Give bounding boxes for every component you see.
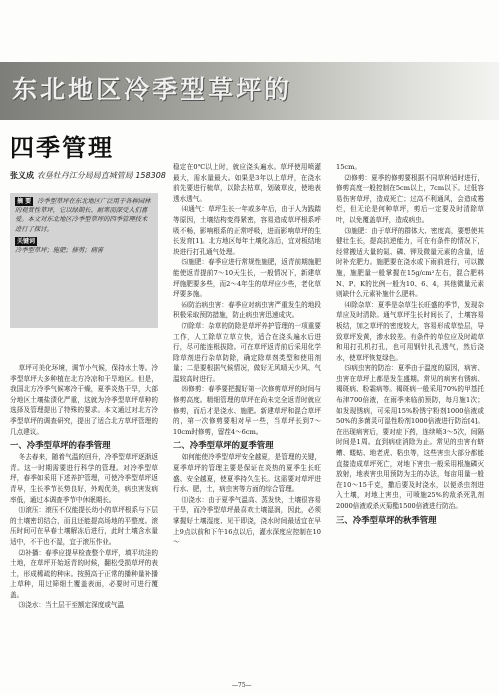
paragraph: ⑸施肥：春季应进行常规性施肥，返青前期施肥能使返青提前7～10天生长，一般情况下，新建草坪施肥要多些，而2～4年生的草坪应少些，老化草坪要多施。: [173, 258, 321, 299]
column-1: [10, 363, 158, 611]
paragraph: ⑻修剪：春季要把握好第一次修剪草坪的时间与修剪高度。精细管理的草坪在尚未完全返青时就应修剪，而后才是浇水、施肥。新建草坪和混合草坪的，第一次修剪要相对早一些，当草坪长到7～10cm时修剪，留茬4～6cm。: [173, 385, 321, 436]
paragraph: ⑹防治病虫害：春季应对病虫害严重发生的地段积极采取预防措施，防止病虫害迅速成灾。: [173, 300, 321, 320]
section-heading-spring: 一、冷季型草坪的春季管理: [10, 440, 111, 451]
banner-title: 东北地区冷季型草坪的: [12, 75, 293, 104]
paragraph: ⑶浇水：当土层干至额定深度或气温: [18, 601, 125, 610]
paragraph: ⑷通气：草坪生长一年或多年后，由于人为践踏等原因，土壤结构变得紧密，容易造成草坪根系呼吸不畅，影响根系的正常呼吸，进而影响草坪的生长发育[1]。北方地区每年土壤化冻后，宜对板结地块进行打孔通气处理。: [173, 205, 321, 256]
article-title: 四季管理: [10, 134, 114, 162]
author-affiliation: 农垦牡丹江分局局直城管局 158308: [36, 171, 166, 180]
paragraph: ⑴浇水：由于夏季气温高、蒸发快，土壤很容易干旱，而冷季型草坪最喜欢土壤湿润，因此，必须掌握好土壤湿度、见干即浇，浇水时间最适宜在早上9点以前和下午16点以后，灌水深度应控制在10～: [173, 495, 321, 547]
paragraph: ⑷除杂草：夏季是杂草生长旺盛的季节，发现杂草应及时清除。通气草坪生长时间长了，土壤容易板结，加之草坪的密度较大，容易形成草垫层，导致草坪发黄，渗水较差。有条件的单位应及时疏草和用打孔机打孔，也可用钢针扎孔透气，然后浇水，使草坪恢复绿色。: [336, 300, 484, 362]
section-heading-autumn: 三、冷季型草坪的秋季管理: [336, 514, 437, 525]
keywords-tag: 关键词: [17, 237, 36, 245]
author-name: 张义成: [10, 171, 34, 180]
column-2: [173, 162, 321, 548]
abstract-tag: 摘 要: [17, 198, 32, 205]
paragraph: ⑸病虫害的防治：夏季由于温度的原因，病害、虫害在草坪上都是发生盛期。常见的病害有锈病、褐斑病、粉霜病等。褐斑病一般采用70%的甲基托布津700倍液，在雨季来临前预防，每月施1次；如发现锈病，可采用15%粉锈宁粉剂1000倍液或50%的多菌灵可湿性粉剂1000倍液进行防治[4]。在出现病害后，要对症下药，连续喷3～5次，间隔时间是1周。直到病症消除为止。常见的虫害有蛴螬、蝼蛄、地老虎、粘虫等，这些害虫大部分都能直接造成草坪死亡，对地下害虫一般采用根施磷灭放射，地表害虫用预防为主的办法，每亩用量一般在10～15千克，撒后要及时浇水，以便杀虫剂进入土壤，对地上害虫，可喷施25%的敌杀死乳剂2000倍液或杀灭菊酯1500倍液进行防治。: [336, 364, 484, 510]
section-heading-summer: 二、冷季型草坪的夏季管理: [173, 440, 274, 451]
paragraph: ⑴滚压：滚压不仅能提长幼小的草坪根系与下层的土壤密切结合，而且还能提高场地的平整度。滚压时间可在早春土壤解冻后进行，此时土壤含水量适中，不干也不湿，宜于滚压作业。: [10, 506, 158, 546]
page-number: —75—: [232, 682, 252, 689]
abstract-text: 冷季型草坪在东北地区广泛用于各种园林的观赏性草坪，它以绿期长、耐寒而深受人们喜爱。本文对东北地区冷季型草坪的四季管理技术进行了探讨。: [15, 198, 151, 233]
abstract-box: [10, 193, 158, 328]
column-3: [336, 162, 484, 527]
author-line: [10, 170, 166, 181]
title-banner: [0, 62, 499, 120]
paragraph: ⑵补播：春季应提早检查整个草坪，填平坑洼的土地，在草坪开始返青的时候，翻松受损草坪的表土，形成稀疏的种床。按照高于正常的播种量补播上草种，用过筛细土覆盖表面，必要时可进行覆盖。: [10, 548, 158, 599]
keywords-text: 冷季型草坪；施肥；修剪；病害: [15, 247, 104, 255]
paragraph: ⑺除草：杂草的防除是草坪养护管理的一项重要工作，人工除草立草立快，适合在浇头遍水后进行，尽可能连根拔除。可在草坪返青前后采用化学除草剂进行杂草防除，确定除草剂类型和使用剂量；二是要根据气候情况，做好无风晴天少风、气温较高时进行。: [173, 321, 321, 383]
paragraph: ⑶施肥：由于草坪的群体大、密度高，要想使其健壮生长，提高抗逆能力，可在有条件的情况下，经常搬适大量的氮、磷、钾及微量元素的含量，适时补充肥力。施肥要在浇水或下雨前进行，可以撒施，施肥量一般掌握在15g/cm²左右，混合肥料N、P、K的比例一般为10、6、4，其他微量元素则缺什么元素补施什么肥料。: [336, 226, 484, 299]
paragraph: 草坪可美化环境，调节小气候，保持水土等。冷季型草坪大多种植在北方冷凉和干旱地区。但是，我国北方冷季气候寒冷干燥，夏季炎热干旱，大部分地区土壤盐渍化严重，这就为冷季型草坪草种的选择及管理提出了特殊的要求。本文通过对北方冷季型草坪的调查研究，提出了适合北方草坪管理的几点建议。: [10, 364, 158, 436]
paragraph: ⑵修剪：夏季的修剪要根据不同草种适时进行，修剪高度一般控制在5cm以上，7cm以下。过低容易伤害草坪，造成死亡；过高不利通风，会造成霉烂，但无论是何种草坪，剪后一定要及时清除草叶，以免覆盖草坪，造成病虫。: [336, 173, 484, 224]
paragraph: 15cm。: [336, 163, 361, 171]
paragraph: 冬去春来，随着气温的回升，冷季型草坪逐渐返青。这一时期需要进行科学的管理。对冷季型草坪，春季如采用下述养护管理，可使冷季型草坪返青早，生长季节长势良好，外观优美，病虫害发病率低，通过本调查季节中休眠期长。: [10, 453, 158, 504]
paragraph: 稳定在0℃以上时，就应浇头遍水。草坪使用喷灌最大，需水量最大。如果是3年以上草坪，在浇水前先要进行梳草，以除去枯草，划破草皮，使地表透水透气。: [173, 163, 321, 203]
paragraph: 如何能使冷季型草坪安全越夏，是管理的关键，夏季草坪的管理主要是保证在炎热的夏季生长旺盛、安全越夏，使夏季持久生长。这需要对草坪进行水、肥，土，病虫害等方面的综合管理。: [173, 453, 321, 494]
